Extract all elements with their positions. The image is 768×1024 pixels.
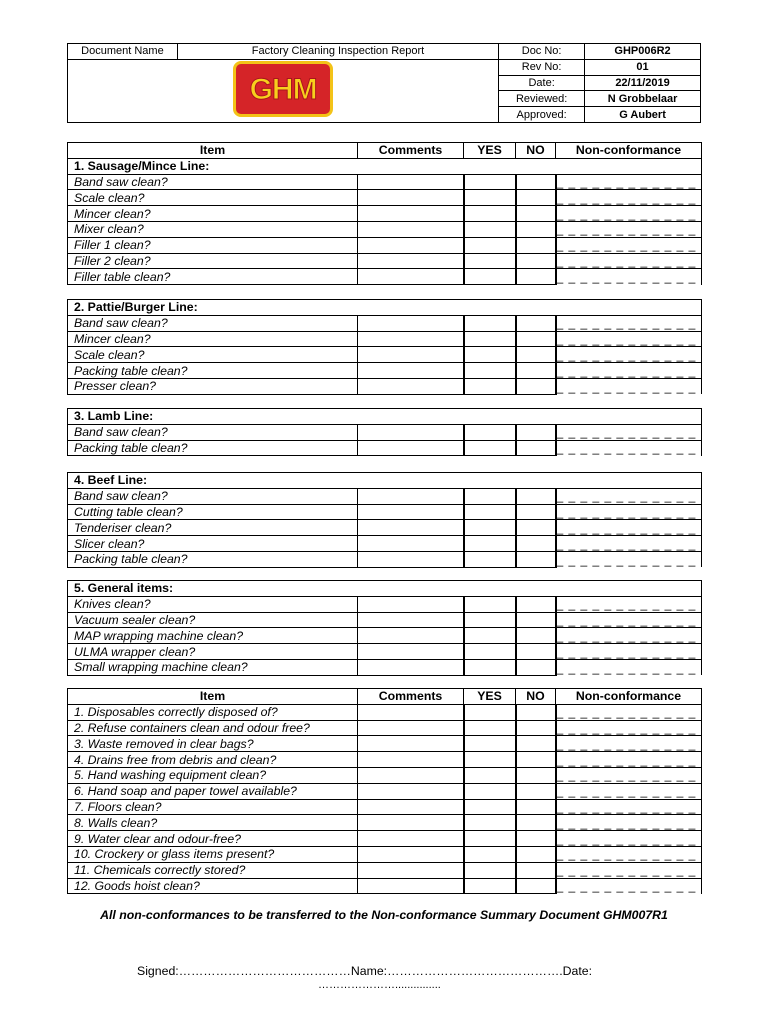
checklist-row [68, 704, 702, 720]
checklist-row [68, 488, 702, 504]
checklist-item-label: Band saw clean? [68, 424, 358, 440]
checklist-row [68, 846, 702, 862]
comments-cell[interactable] [358, 736, 464, 752]
nonconformance-cell[interactable] [556, 221, 702, 237]
comments-cell[interactable] [358, 767, 464, 783]
nonconformance-cell[interactable] [556, 488, 702, 504]
nonconformance-cell[interactable] [556, 644, 702, 660]
meta-value: 22/11/2019 [585, 75, 701, 91]
checklist-row [68, 720, 702, 736]
checklist-row [68, 347, 702, 363]
no-checkbox-cell[interactable] [516, 612, 556, 628]
ghm-logo [233, 61, 333, 117]
comments-cell[interactable] [358, 488, 464, 504]
yes-checkbox-cell[interactable] [464, 520, 516, 536]
comments-cell[interactable] [358, 378, 464, 394]
no-checkbox-cell[interactable] [516, 253, 556, 269]
yes-checkbox-cell[interactable] [464, 221, 516, 237]
nonconformance-blank: _ _ _ _ _ _ _ _ _ _ _ _ [556, 238, 697, 253]
nonconformance-blank: _ _ _ _ _ _ _ _ _ _ _ _ [556, 425, 697, 440]
checklist-row [68, 659, 702, 675]
nonconformance-cell[interactable] [556, 878, 702, 894]
checklist-item-label: 8. Walls clean? [68, 815, 358, 831]
no-checkbox-cell[interactable] [516, 846, 556, 862]
no-column-header: NO [516, 143, 556, 159]
nonconformance-cell[interactable] [556, 347, 702, 363]
no-checkbox-cell[interactable] [516, 831, 556, 847]
section-title: 1. Sausage/Mince Line: [68, 158, 702, 174]
nonconformance-cell[interactable] [556, 174, 702, 190]
yes-column-header: YES [464, 689, 516, 705]
comments-cell[interactable] [358, 799, 464, 815]
checklist-row [68, 253, 702, 269]
no-checkbox-cell[interactable] [516, 551, 556, 567]
no-checkbox-cell[interactable] [516, 221, 556, 237]
yes-checkbox-cell[interactable] [464, 269, 516, 285]
meta-value: N Grobbelaar [585, 91, 701, 107]
comments-cell[interactable] [358, 846, 464, 862]
yes-checkbox-cell[interactable] [464, 237, 516, 253]
yes-checkbox-cell[interactable] [464, 190, 516, 206]
checklist-item-label: Vacuum sealer clean? [68, 612, 358, 628]
nonconformance-cell[interactable] [556, 846, 702, 862]
yes-checkbox-cell[interactable] [464, 767, 516, 783]
no-checkbox-cell[interactable] [516, 315, 556, 331]
no-checkbox-cell[interactable] [516, 504, 556, 520]
no-checkbox-cell[interactable] [516, 488, 556, 504]
checklist-item-label: MAP wrapping machine clean? [68, 628, 358, 644]
yes-checkbox-cell[interactable] [464, 846, 516, 862]
no-column-header: NO [516, 689, 556, 705]
checklist-row [68, 504, 702, 520]
checklist-row [68, 520, 702, 536]
section-title: 5. General items: [68, 581, 702, 597]
nonconformance-blank: _ _ _ _ _ _ _ _ _ _ _ _ [556, 863, 697, 878]
section-title-row [68, 158, 702, 174]
no-checkbox-cell[interactable] [516, 190, 556, 206]
checklist-item-label: Band saw clean? [68, 488, 358, 504]
yes-checkbox-cell[interactable] [464, 815, 516, 831]
item-column-header: Item [68, 689, 358, 705]
nonconformance-cell[interactable] [556, 831, 702, 847]
nonconformance-cell[interactable] [556, 612, 702, 628]
yes-checkbox-cell[interactable] [464, 504, 516, 520]
yes-checkbox-cell[interactable] [464, 644, 516, 660]
comments-cell[interactable] [358, 363, 464, 379]
nonconformance-blank: _ _ _ _ _ _ _ _ _ _ _ _ [556, 831, 697, 846]
doc-name-label: Document Name [68, 44, 178, 60]
nonconformance-cell[interactable] [556, 799, 702, 815]
no-checkbox-cell[interactable] [516, 378, 556, 394]
checklist-item-label: Cutting table clean? [68, 504, 358, 520]
nonconformance-blank: _ _ _ _ _ _ _ _ _ _ _ _ [556, 879, 697, 894]
nonconformance-cell[interactable] [556, 424, 702, 440]
meta-value: G Aubert [585, 107, 701, 123]
meta-value: GHP006R2 [585, 44, 701, 60]
yes-checkbox-cell[interactable] [464, 862, 516, 878]
yes-checkbox-cell[interactable] [464, 612, 516, 628]
checklist-row [68, 269, 702, 285]
nonconformance-cell[interactable] [556, 752, 702, 768]
section-title: 4. Beef Line: [68, 473, 702, 489]
nonconformance-blank: _ _ _ _ _ _ _ _ _ _ _ _ [556, 768, 697, 783]
nonconformance-blank: _ _ _ _ _ _ _ _ _ _ _ _ [556, 597, 697, 612]
checklist-row [68, 862, 702, 878]
checklist-row [68, 878, 702, 894]
footer-note: All non-conformances to be transferred to the Non-conformance Summary Document GHM007R1 [100, 908, 668, 922]
yes-checkbox-cell[interactable] [464, 378, 516, 394]
comments-cell[interactable] [358, 424, 464, 440]
checklist-row [68, 221, 702, 237]
yes-checkbox-cell[interactable] [464, 831, 516, 847]
section-title-row [68, 581, 702, 597]
nonconformance-blank: _ _ _ _ _ _ _ _ _ _ _ _ [556, 363, 697, 378]
nonconformance-cell[interactable] [556, 440, 702, 456]
comments-cell[interactable] [358, 551, 464, 567]
no-checkbox-cell[interactable] [516, 720, 556, 736]
checklist-item-label: 5. Hand washing equipment clean? [68, 767, 358, 783]
yes-checkbox-cell[interactable] [464, 783, 516, 799]
yes-checkbox-cell[interactable] [464, 253, 516, 269]
nonconformance-cell[interactable] [556, 720, 702, 736]
nonconformance-blank: _ _ _ _ _ _ _ _ _ _ _ _ [556, 379, 697, 394]
checklist-row [68, 736, 702, 752]
meta-label: Date: [499, 75, 585, 91]
nonconformance-blank: _ _ _ _ _ _ _ _ _ _ _ _ [556, 612, 697, 627]
meta-label: Doc No: [499, 44, 585, 60]
no-checkbox-cell[interactable] [516, 736, 556, 752]
general-checklist-table [67, 688, 702, 894]
no-checkbox-cell[interactable] [516, 269, 556, 285]
nonconformance-cell[interactable] [556, 363, 702, 379]
nonconformance-blank: _ _ _ _ _ _ _ _ _ _ _ _ [556, 174, 697, 189]
meta-label: Approved: [499, 107, 585, 123]
checklist-item-label: 11. Chemicals correctly stored? [68, 862, 358, 878]
nonconformance-blank: _ _ _ _ _ _ _ _ _ _ _ _ [556, 489, 697, 504]
document-header [67, 43, 701, 123]
nonconformance-cell[interactable] [556, 551, 702, 567]
no-checkbox-cell[interactable] [516, 331, 556, 347]
checklist-row [68, 551, 702, 567]
no-checkbox-cell[interactable] [516, 799, 556, 815]
nonconformance-blank: _ _ _ _ _ _ _ _ _ _ _ _ [556, 736, 697, 751]
checklist-row [68, 363, 702, 379]
comments-cell[interactable] [358, 174, 464, 190]
comments-cell[interactable] [358, 237, 464, 253]
nonconformance-cell[interactable] [556, 331, 702, 347]
comments-cell[interactable] [358, 720, 464, 736]
nonconformance-blank: _ _ _ _ _ _ _ _ _ _ _ _ [556, 628, 697, 643]
no-checkbox-cell[interactable] [516, 596, 556, 612]
nonconformance-cell[interactable] [556, 315, 702, 331]
nonconformance-blank: _ _ _ _ _ _ _ _ _ _ _ _ [556, 815, 697, 830]
nonconformance-blank: _ _ _ _ _ _ _ _ _ _ _ _ [556, 270, 697, 285]
nonconformance-blank: _ _ _ _ _ _ _ _ _ _ _ _ [556, 316, 697, 331]
checklist-item-label: 4. Drains free from debris and clean? [68, 752, 358, 768]
comments-cell[interactable] [358, 190, 464, 206]
yes-checkbox-cell[interactable] [464, 440, 516, 456]
checklist-table [67, 472, 702, 568]
no-checkbox-cell[interactable] [516, 237, 556, 253]
logo-text: GHM [249, 73, 317, 107]
checklist-row [68, 628, 702, 644]
logo-cell [68, 59, 499, 122]
comments-cell[interactable] [358, 878, 464, 894]
nonconformance-blank: _ _ _ _ _ _ _ _ _ _ _ _ [556, 253, 697, 268]
checklist-item-label: Slicer clean? [68, 536, 358, 552]
checklist-item-label: 1. Disposables correctly disposed of? [68, 704, 358, 720]
nonconformance-cell[interactable] [556, 783, 702, 799]
comments-cell[interactable] [358, 612, 464, 628]
nonconformance-cell[interactable] [556, 237, 702, 253]
nonconformance-cell[interactable] [556, 206, 702, 222]
checklist-row [68, 612, 702, 628]
checklist-table [67, 580, 702, 676]
comments-column-header: Comments [358, 143, 464, 159]
section-title: 3. Lamb Line: [68, 409, 702, 425]
checklist-item-label: Filler table clean? [68, 269, 358, 285]
comments-cell[interactable] [358, 347, 464, 363]
no-checkbox-cell[interactable] [516, 363, 556, 379]
nonconformance-column-header: Non-conformance [556, 689, 702, 705]
no-checkbox-cell[interactable] [516, 206, 556, 222]
no-checkbox-cell[interactable] [516, 347, 556, 363]
checklist-item-label: Scale clean? [68, 190, 358, 206]
comments-cell[interactable] [358, 862, 464, 878]
checklist-row [68, 752, 702, 768]
checklist-item-label: 7. Floors clean? [68, 799, 358, 815]
checklist-item-label: 6. Hand soap and paper towel available? [68, 783, 358, 799]
checklist-item-label: Small wrapping machine clean? [68, 659, 358, 675]
section-title: 2. Pattie/Burger Line: [68, 300, 702, 316]
nonconformance-blank: _ _ _ _ _ _ _ _ _ _ _ _ [556, 520, 697, 535]
yes-checkbox-cell[interactable] [464, 551, 516, 567]
meta-label: Rev No: [499, 59, 585, 75]
nonconformance-blank: _ _ _ _ _ _ _ _ _ _ _ _ [556, 660, 697, 675]
comments-cell[interactable] [358, 752, 464, 768]
checklist-item-label: Packing table clean? [68, 440, 358, 456]
no-checkbox-cell[interactable] [516, 815, 556, 831]
no-checkbox-cell[interactable] [516, 878, 556, 894]
yes-checkbox-cell[interactable] [464, 752, 516, 768]
checklist-item-label: Band saw clean? [68, 315, 358, 331]
nonconformance-blank: _ _ _ _ _ _ _ _ _ _ _ _ [556, 347, 697, 362]
yes-checkbox-cell[interactable] [464, 536, 516, 552]
comments-column-header: Comments [358, 689, 464, 705]
checklist-item-label: 9. Water clear and odour-free? [68, 831, 358, 847]
nonconformance-blank: _ _ _ _ _ _ _ _ _ _ _ _ [556, 206, 697, 221]
column-header-row [68, 143, 702, 159]
yes-column-header: YES [464, 143, 516, 159]
checklist-row [68, 174, 702, 190]
yes-checkbox-cell[interactable] [464, 878, 516, 894]
comments-cell[interactable] [358, 536, 464, 552]
item-column-header: Item [68, 143, 358, 159]
checklist-row [68, 190, 702, 206]
nonconformance-cell[interactable] [556, 596, 702, 612]
checklist-item-label: Mincer clean? [68, 331, 358, 347]
checklist-row [68, 424, 702, 440]
nonconformance-blank: _ _ _ _ _ _ _ _ _ _ _ _ [556, 752, 697, 767]
nonconformance-cell[interactable] [556, 190, 702, 206]
checklist-item-label: Tenderiser clean? [68, 520, 358, 536]
no-checkbox-cell[interactable] [516, 704, 556, 720]
comments-cell[interactable] [358, 504, 464, 520]
nonconformance-column-header: Non-conformance [556, 143, 702, 159]
nonconformance-cell[interactable] [556, 767, 702, 783]
comments-cell[interactable] [358, 783, 464, 799]
nonconformance-cell[interactable] [556, 862, 702, 878]
checklist-row [68, 767, 702, 783]
checklist-item-label: 10. Crockery or glass items present? [68, 846, 358, 862]
checklist-row [68, 536, 702, 552]
yes-checkbox-cell[interactable] [464, 596, 516, 612]
no-checkbox-cell[interactable] [516, 536, 556, 552]
nonconformance-cell[interactable] [556, 815, 702, 831]
checklist-table [67, 142, 702, 285]
comments-cell[interactable] [358, 269, 464, 285]
no-checkbox-cell[interactable] [516, 628, 556, 644]
yes-checkbox-cell[interactable] [464, 347, 516, 363]
yes-checkbox-cell[interactable] [464, 363, 516, 379]
nonconformance-blank: _ _ _ _ _ _ _ _ _ _ _ _ [556, 504, 697, 519]
no-checkbox-cell[interactable] [516, 752, 556, 768]
nonconformance-blank: _ _ _ _ _ _ _ _ _ _ _ _ [556, 784, 697, 799]
comments-cell[interactable] [358, 440, 464, 456]
yes-checkbox-cell[interactable] [464, 628, 516, 644]
checklist-row [68, 315, 702, 331]
yes-checkbox-cell[interactable] [464, 315, 516, 331]
nonconformance-blank: _ _ _ _ _ _ _ _ _ _ _ _ [556, 536, 697, 551]
section-title-row [68, 409, 702, 425]
no-checkbox-cell[interactable] [516, 659, 556, 675]
section-title-row [68, 473, 702, 489]
nonconformance-blank: _ _ _ _ _ _ _ _ _ _ _ _ [556, 644, 697, 659]
comments-cell[interactable] [358, 331, 464, 347]
checklist-item-label: Mincer clean? [68, 206, 358, 222]
checklist-table [67, 408, 702, 456]
nonconformance-cell[interactable] [556, 520, 702, 536]
meta-label: Reviewed: [499, 91, 585, 107]
nonconformance-cell[interactable] [556, 536, 702, 552]
checklist-item-label: Filler 2 clean? [68, 253, 358, 269]
nonconformance-cell[interactable] [556, 504, 702, 520]
yes-checkbox-cell[interactable] [464, 424, 516, 440]
doc-title: Factory Cleaning Inspection Report [177, 44, 498, 60]
checklist-item-label: Filler 1 clean? [68, 237, 358, 253]
comments-cell[interactable] [358, 831, 464, 847]
yes-checkbox-cell[interactable] [464, 736, 516, 752]
checklist-table [67, 299, 702, 395]
signature-line: Signed:……………………………………Name:…………………………………….Date: [137, 964, 593, 978]
nonconformance-cell[interactable] [556, 628, 702, 644]
comments-cell[interactable] [358, 206, 464, 222]
nonconformance-blank: _ _ _ _ _ _ _ _ _ _ _ _ [556, 705, 697, 720]
comments-cell[interactable] [358, 315, 464, 331]
checklist-item-label: Band saw clean? [68, 174, 358, 190]
checklist-row [68, 831, 702, 847]
nonconformance-cell[interactable] [556, 659, 702, 675]
comments-cell[interactable] [358, 628, 464, 644]
column-header-row [68, 689, 702, 705]
yes-checkbox-cell[interactable] [464, 331, 516, 347]
nonconformance-blank: _ _ _ _ _ _ _ _ _ _ _ _ [556, 799, 697, 814]
nonconformance-blank: _ _ _ _ _ _ _ _ _ _ _ _ [556, 222, 697, 237]
checklist-item-label: Knives clean? [68, 596, 358, 612]
yes-checkbox-cell[interactable] [464, 799, 516, 815]
checklist-row [68, 644, 702, 660]
comments-cell[interactable] [358, 253, 464, 269]
section-title-row [68, 300, 702, 316]
checklist-row [68, 815, 702, 831]
nonconformance-blank: _ _ _ _ _ _ _ _ _ _ _ _ [556, 441, 697, 456]
nonconformance-cell[interactable] [556, 736, 702, 752]
checklist-item-label: 3. Waste removed in clear bags? [68, 736, 358, 752]
no-checkbox-cell[interactable] [516, 174, 556, 190]
comments-cell[interactable] [358, 815, 464, 831]
checklist-item-label: Presser clean? [68, 378, 358, 394]
yes-checkbox-cell[interactable] [464, 659, 516, 675]
checklist-item-label: 12. Goods hoist clean? [68, 878, 358, 894]
checklist-row [68, 783, 702, 799]
nonconformance-blank: _ _ _ _ _ _ _ _ _ _ _ _ [556, 847, 697, 862]
checklist-row [68, 596, 702, 612]
comments-cell[interactable] [358, 520, 464, 536]
no-checkbox-cell[interactable] [516, 424, 556, 440]
checklist-row [68, 378, 702, 394]
signature-line-continued: …………………............... [318, 979, 441, 991]
yes-checkbox-cell[interactable] [464, 206, 516, 222]
comments-cell[interactable] [358, 659, 464, 675]
no-checkbox-cell[interactable] [516, 862, 556, 878]
checklist-row [68, 799, 702, 815]
checklist-item-label: ULMA wrapper clean? [68, 644, 358, 660]
comments-cell[interactable] [358, 704, 464, 720]
no-checkbox-cell[interactable] [516, 520, 556, 536]
comments-cell[interactable] [358, 221, 464, 237]
yes-checkbox-cell[interactable] [464, 174, 516, 190]
no-checkbox-cell[interactable] [516, 783, 556, 799]
checklist-item-label: Scale clean? [68, 347, 358, 363]
no-checkbox-cell[interactable] [516, 644, 556, 660]
checklist-item-label: Mixer clean? [68, 221, 358, 237]
checklist-row [68, 237, 702, 253]
nonconformance-blank: _ _ _ _ _ _ _ _ _ _ _ _ [556, 331, 697, 346]
comments-cell[interactable] [358, 596, 464, 612]
nonconformance-cell[interactable] [556, 704, 702, 720]
yes-checkbox-cell[interactable] [464, 488, 516, 504]
yes-checkbox-cell[interactable] [464, 704, 516, 720]
nonconformance-cell[interactable] [556, 253, 702, 269]
nonconformance-cell[interactable] [556, 269, 702, 285]
nonconformance-blank: _ _ _ _ _ _ _ _ _ _ _ _ [556, 552, 697, 567]
yes-checkbox-cell[interactable] [464, 720, 516, 736]
checklist-item-label: Packing table clean? [68, 551, 358, 567]
checklist-row [68, 331, 702, 347]
nonconformance-blank: _ _ _ _ _ _ _ _ _ _ _ _ [556, 190, 697, 205]
checklist-item-label: Packing table clean? [68, 363, 358, 379]
no-checkbox-cell[interactable] [516, 440, 556, 456]
checklist-row [68, 440, 702, 456]
checklist-item-label: 2. Refuse containers clean and odour free? [68, 720, 358, 736]
checklist-row [68, 206, 702, 222]
comments-cell[interactable] [358, 644, 464, 660]
nonconformance-blank: _ _ _ _ _ _ _ _ _ _ _ _ [556, 720, 697, 735]
meta-value: 01 [585, 59, 701, 75]
nonconformance-cell[interactable] [556, 378, 702, 394]
no-checkbox-cell[interactable] [516, 767, 556, 783]
